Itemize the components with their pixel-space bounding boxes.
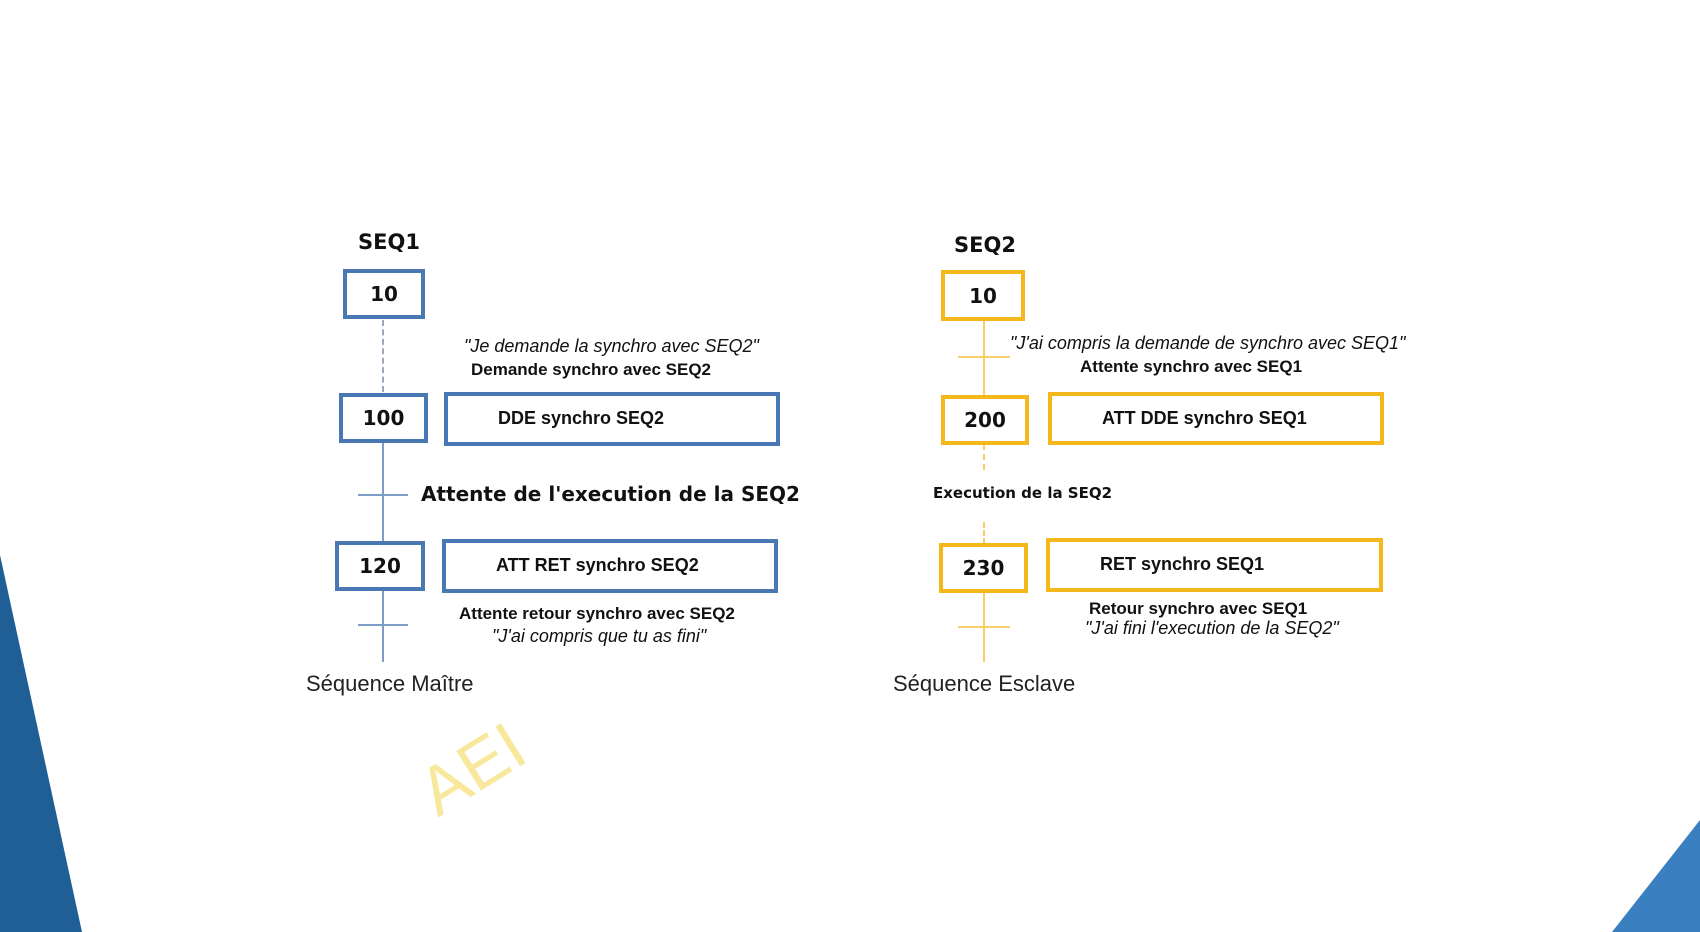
seq1-link-out [382, 590, 384, 662]
seq2-transition-wait [958, 356, 1010, 358]
left-corner-triangle [0, 555, 82, 932]
seq1-transition-request-label: Demande synchro avec SEQ2 [471, 360, 712, 379]
seq1-dashed-link [382, 320, 384, 392]
seq2-transition-exec-label: Execution de la SEQ2 [933, 484, 1113, 502]
seq2-step-230: 230 [939, 543, 1028, 593]
seq1-transition-wait-exec [358, 494, 408, 496]
seq2-caption: Séquence Esclave [893, 671, 1076, 696]
seq2-action-230: RET synchro SEQ1 [1046, 538, 1383, 592]
seq1-action-100: DDE synchro SEQ2 [444, 392, 780, 446]
seq1-quote-request: "Je demande la synchro avec SEQ2" [464, 336, 759, 356]
seq1-transition-wait-return-label: Attente retour synchro avec SEQ2 [459, 604, 735, 623]
seq2-step-10: 10 [941, 270, 1025, 321]
seq1-step-120: 120 [335, 541, 425, 591]
seq1-step-10: 10 [343, 269, 425, 319]
seq2-action-200: ATT DDE synchro SEQ1 [1048, 392, 1384, 445]
seq2-transition-return-label: Retour synchro avec SEQ1 [1089, 599, 1308, 618]
seq2-quote-understood: "J'ai compris la demande de synchro avec SEQ1" [1010, 333, 1406, 353]
seq1-transition-wait-exec-label: Attente de l'execution de la SEQ2 [421, 482, 800, 506]
watermark: AEI [405, 707, 539, 831]
seq1-title: SEQ1 [358, 230, 420, 254]
seq2-transition-return [958, 626, 1010, 628]
seq1-step-100: 100 [339, 393, 428, 443]
seq2-step-200: 200 [941, 395, 1029, 445]
seq2-link-to-230 [983, 522, 985, 544]
seq2-transition-wait-label: Attente synchro avec SEQ1 [1080, 357, 1303, 376]
seq2-title: SEQ2 [954, 233, 1016, 257]
seq2-quote-finished: "J'ai fini l'execution de la SEQ2" [1085, 618, 1339, 638]
seq1-quote-understood: "J'ai compris que tu as fini" [492, 626, 707, 646]
seq1-caption: Séquence Maître [306, 671, 474, 696]
seq2-link-200-down [983, 444, 985, 470]
seq1-action-120: ATT RET synchro SEQ2 [442, 539, 778, 593]
right-corner-triangle [1612, 820, 1700, 932]
seq1-link-100-120 [382, 442, 384, 542]
seq1-transition-wait-return [358, 624, 408, 626]
